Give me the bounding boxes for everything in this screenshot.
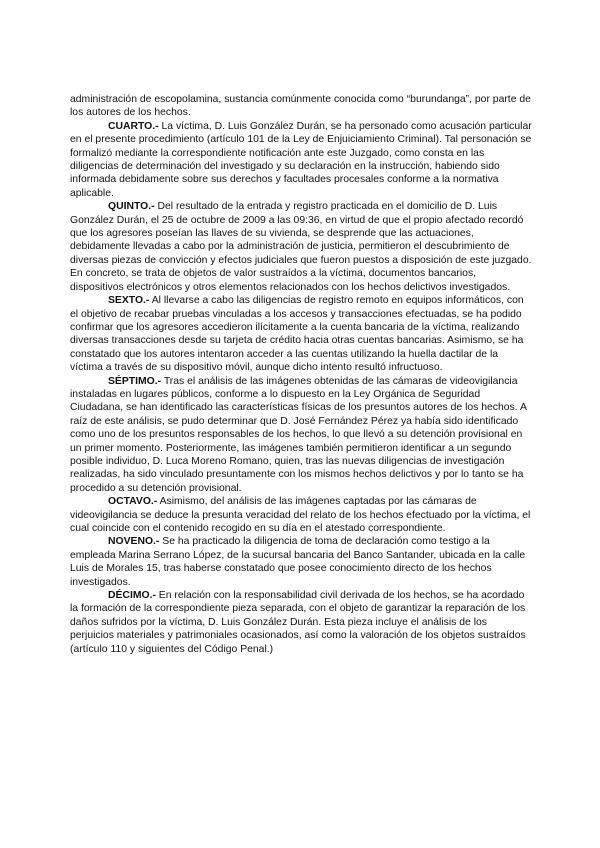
heading-quinto: QUINTO.-: [108, 201, 155, 213]
body-decimo: En relación con la responsabilidad civil derivada de los hechos, se ha acordado la formación de la correspondiente pieza separada, con el objeto de garantizar la reparación de los daños sufridos por la víctima, D. Luis González Durán. Esta pieza incluye el análisis de los perjuicios materiales y patrimoniales ocasionados, así como la valoración de los objetos sustraídos (artículo 110 y siguientes del Código Penal.): [70, 590, 526, 655]
paragraph-sexto: [70, 294, 532, 374]
paragraph-cuarto: [70, 120, 532, 200]
body-noveno: Se ha practicado la diligencia de toma de declaración como testigo a la empleada Marina Serrano López, de la sucursal bancaria del Banco Santander, ubicada en la calle Luis de Morales 15, tras haberse constatado que posee conocimiento directo de los hechos investigados.: [70, 536, 526, 588]
body-cuarto: La víctima, D. Luis González Durán, se ha personado como acusación particular en el presente procedimiento (artículo 101 de la Ley de Enjuiciamiento Criminal). Tal personación se formalizó mediante la correspondiente notificación ante este Juzgado, como consta en las diligencias de determinación del investigado y su declaración en la instrucción, habiendo sido informada debidamente sobre sus derechos y facultades procesales conforme a la normativa aplicable.: [70, 120, 532, 199]
heading-octavo: OCTAVO.-: [108, 496, 158, 508]
paragraph-octavo: [70, 495, 532, 535]
heading-septimo: SÉPTIMO.-: [108, 375, 162, 387]
heading-decimo: DÉCIMO.-: [108, 590, 156, 602]
heading-cuarto: CUARTO.-: [108, 120, 159, 132]
body-quinto: Del resultado de la entrada y registro practicada en el domicilio de D. Luis González Durán, el 25 de octubre de 2009 a las 09:36, en virtud de que el propio afectado recordó que los agresores poseían las llaves de su vivienda, se desprende que las actuaciones, debidamente llevadas a cabo por la administración de justicia, permitieron el descubrimiento de diversas piezas de convicción y efectos judiciales que fueron puestos a disposición de este juzgado. En concreto, se trata de objetos de valor sustraídos a la víctima, documentos bancarios, dispositivos electrónicos y otros elementos relacionados con los hechos delictivos investigados.: [70, 201, 532, 293]
paragraph-quinto: [70, 200, 532, 294]
paragraph-noveno: [70, 535, 532, 589]
body-septimo: Tras el análisis de las imágenes obtenidas de las cámaras de videovigilancia instaladas en lugares públicos, conforme a lo dispuesto en la Ley Orgánica de Seguridad Ciudadana, se han identificado las características físicas de los presuntos autores de los hechos. A raíz de este análisis, se pudo determinar que D. José Fernández Pérez ya había sido identificado como uno de los presuntos responsables de los hechos, lo que llevó a su detención provisional en un primer momento. Posteriormente, las imágenes también permitieron identificar a un segundo posible individuo, D. Luca Moreno Romano, quien, tras las nuevas diligencias de investigación realizadas, ha sido vinculado presuntamente con los mismos hechos delictivos y por lo tanto se ha procedido a su detención provisional.: [70, 375, 527, 494]
heading-noveno: NOVENO.-: [108, 536, 160, 548]
body-sexto: Al llevarse a cabo las diligencias de registro remoto en equipos informáticos, con el objetivo de recabar pruebas vinculadas a los accesos y transacciones efectuadas, se ha podido confirmar que los agresores accedieron ilícitamente a la cuenta bancaria de la víctima, realizando diversas transacciones desde su tarjeta de crédito hacia otras cuentas bancarias. Asimismo, se ha constatado que los autores intentaron acceder a las cuentas utilizando la huella dactilar de la víctima a través de su dispositivo móvil, aunque dicho intento resultó infructuoso.: [70, 295, 524, 374]
paragraph-decimo: [70, 589, 532, 656]
document-page: [70, 93, 532, 656]
paragraph-septimo: [70, 375, 532, 496]
body-octavo: Asimismo, del análisis de las imágenes captadas por las cámaras de videovigilancia se deduce la presunta veracidad del relato de los hechos efectuado por la víctima, el cual coincide con el contenido recogido en su día en el atestado correspondiente.: [70, 496, 531, 534]
heading-sexto: SEXTO.-: [108, 295, 150, 307]
intro-paragraph: administración de escopolamina, sustancia comúnmente conocida como “burundanga”, por parte de los autores de los hechos.: [70, 94, 531, 119]
